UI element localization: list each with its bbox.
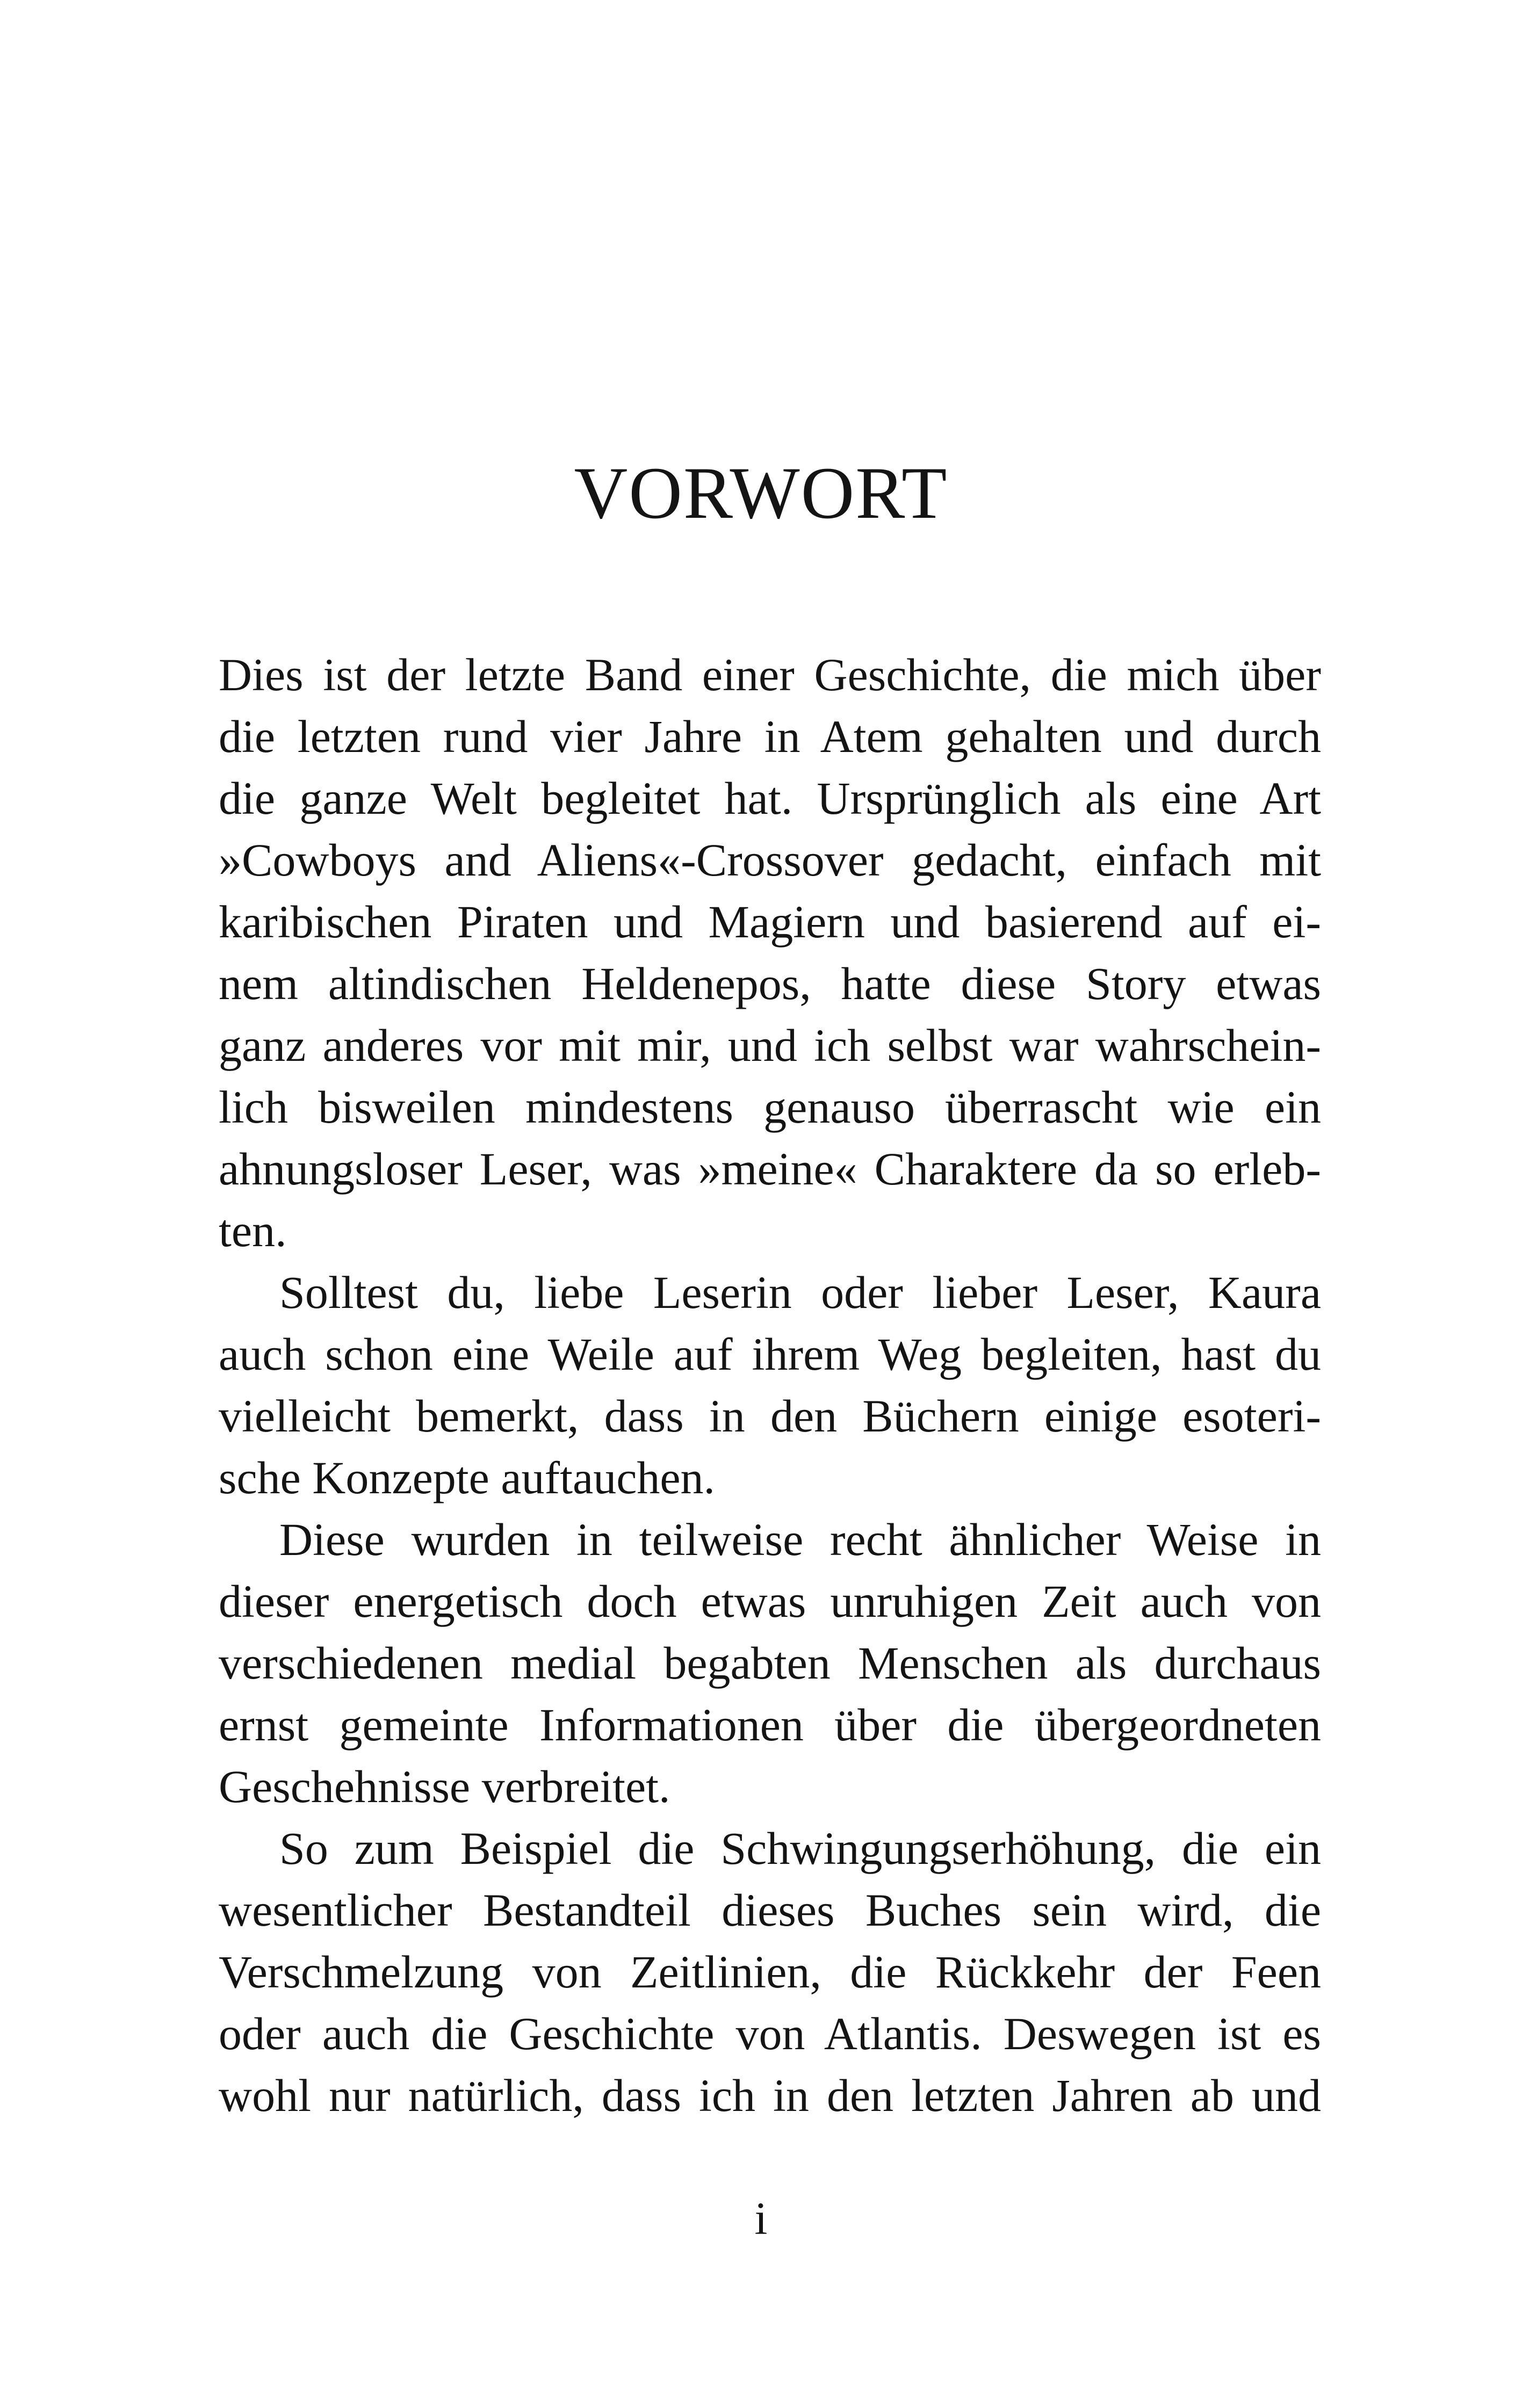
text-line: verschiedenen medial begabten Menschen als durchaus — [219, 1637, 1321, 1689]
text-line: Solltest du, liebe Leserin oder lieber Leser, Kaura — [279, 1267, 1321, 1318]
text-line: Verschmelzung von Zeitlinien, die Rückkehr der Feen — [219, 1946, 1321, 1998]
paragraph — [219, 1818, 1321, 2127]
text-line: karibischen Piraten und Magiern und basierend auf ei- — [219, 896, 1321, 948]
paragraph — [219, 1509, 1321, 1818]
text-line: ganz anderes vor mit mir, und ich selbst war wahrschein- — [219, 1019, 1321, 1071]
text-line: lich bisweilen mindestens genauso überrascht wie ein — [219, 1081, 1321, 1133]
text-line: ernst gemeinte Informationen über die übergeordneten — [219, 1699, 1321, 1751]
text-line: »Cowboys and Aliens«-Crossover gedacht, einfach mit — [219, 834, 1321, 886]
paragraph — [219, 644, 1321, 1262]
text-line: wohl nur natürlich, dass ich in den letzten Jahren ab und — [219, 2070, 1321, 2121]
text-line: auch schon eine Weile auf ihrem Weg begleiten, hast du — [219, 1328, 1321, 1380]
page-number: i — [754, 2193, 768, 2244]
text-line: dieser energetisch doch etwas unruhigen Zeit auch von — [219, 1575, 1321, 1627]
text-line: die ganze Welt begleitet hat. Ursprünglich als eine Art — [219, 772, 1321, 824]
page-title: VORWORT — [574, 452, 948, 534]
text-line: nem altindischen Heldenepos, hatte diese Story etwas — [219, 958, 1321, 1009]
text-line: Geschehnisse verbreitet. — [219, 1761, 670, 1812]
text-line: Diese wurden in teilweise recht ähnlicher Weise in — [279, 1514, 1321, 1565]
text-line: Dies ist der letzte Band einer Geschichte, die mich über — [219, 649, 1321, 700]
text-line: wesentlicher Bestandteil dieses Buches sein wird, die — [219, 1884, 1321, 1936]
text-line: ahnungsloser Leser, was »meine« Charaktere da so erleb- — [219, 1143, 1321, 1195]
text-line: die letzten rund vier Jahre in Atem gehalten und durch — [219, 711, 1321, 762]
text-line: ten. — [219, 1205, 287, 1256]
body-text — [219, 644, 1321, 2127]
text-line: vielleicht bemerkt, dass in den Büchern einige esoteri- — [219, 1390, 1321, 1442]
paragraph — [219, 1262, 1321, 1509]
text-line: So zum Beispiel die Schwingungserhöhung, die ein — [279, 1823, 1321, 1874]
text-line: oder auch die Geschichte von Atlantis. Deswegen ist es — [219, 2008, 1321, 2059]
text-line: sche Konzepte auftauchen. — [219, 1452, 716, 1503]
